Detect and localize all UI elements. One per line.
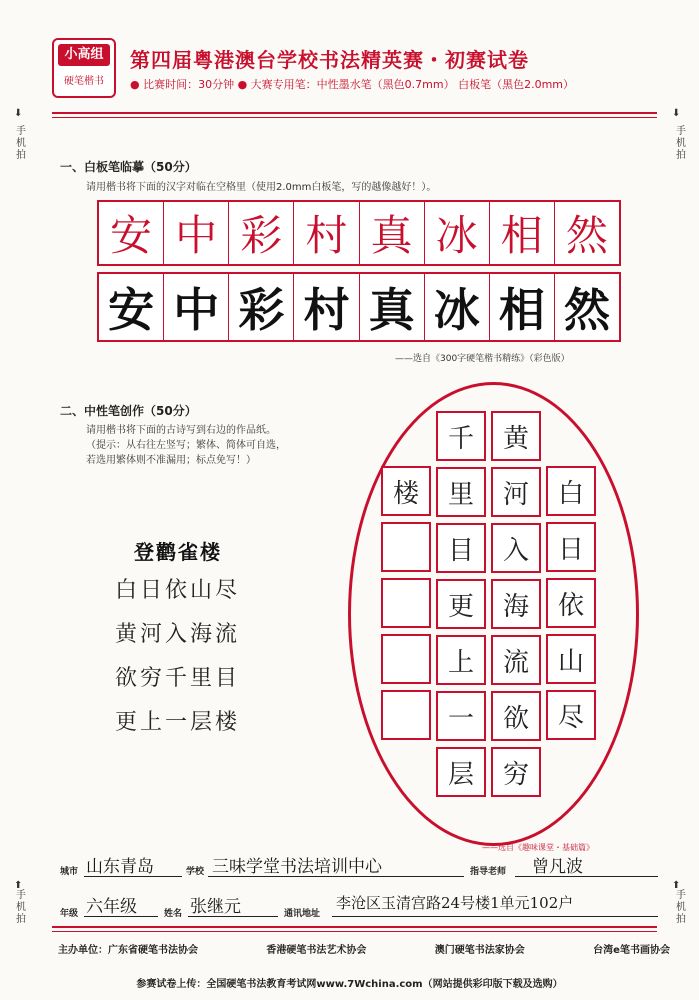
teacher-label: 指导老师 xyxy=(470,867,507,877)
badge-style-label: 硬笔楷书 xyxy=(64,76,104,87)
phone-shoot-mark: 手机拍 xyxy=(676,126,686,161)
work-grid-cell: 依 xyxy=(546,578,596,628)
work-grid-cell: 目 xyxy=(436,523,486,573)
poem-line: 黄河入海流 xyxy=(115,622,241,647)
organizer-list xyxy=(58,941,670,956)
grid-cell xyxy=(164,202,229,264)
section2-instruction-line: （提示：从右往左竖写；繁体、简体可自选， xyxy=(86,440,286,451)
arrow-left-icon: ⬆ xyxy=(14,880,23,891)
model-char: 冰 xyxy=(435,211,478,260)
work-grid-cell xyxy=(381,690,431,740)
address-label: 通讯地址 xyxy=(284,909,321,919)
work-grid-cell: 流 xyxy=(491,635,541,685)
grid-cell xyxy=(425,274,490,340)
work-grid-cell xyxy=(381,522,431,572)
work-grid-cell: 欲 xyxy=(491,691,541,741)
phone-shoot-mark: 手机拍 xyxy=(16,126,26,161)
work-grid-cell: 日 xyxy=(546,522,596,572)
work-grid-cell: 尽 xyxy=(546,690,596,740)
footer-divider-thin xyxy=(52,931,657,932)
grid-cell xyxy=(555,202,619,264)
model-char: 彩 xyxy=(240,211,283,260)
grid-cell xyxy=(294,274,359,340)
grid-cell xyxy=(490,202,555,264)
work-grid-cell: 楼 xyxy=(381,466,431,516)
school-value: 三味学堂书法培训中心 xyxy=(212,857,382,877)
poem-line: 欲穷千里目 xyxy=(115,666,241,691)
city-label: 城市 xyxy=(60,867,79,877)
work-grid-cell: 一 xyxy=(436,691,486,741)
section1-instruction: 请用楷书将下面的汉字对临在空格里（使用2.0mm白板笔，写的越像越好！）。 xyxy=(86,182,437,193)
grade-underline xyxy=(84,916,158,917)
organizer-item: 澳门硬笔书法家协会 xyxy=(434,945,525,956)
address-underline xyxy=(332,916,658,917)
name-label: 姓名 xyxy=(164,909,183,919)
footer-note: 参赛试卷上传：全国硬笔书法教育考试网www.7Wchina.com（网站提供彩印版下载及选购） xyxy=(136,979,563,990)
work-grid-cell: 山 xyxy=(546,634,596,684)
badge-group-label: 小高组 xyxy=(58,44,110,66)
phone-shoot-mark: 手机拍 xyxy=(16,890,26,925)
work-grid-cell: 穷 xyxy=(491,747,541,797)
page-subtitle: ● 比赛时间：30分钟 ● 大赛专用笔：中性墨水笔（黑色0.7mm） 白板笔（黑色2.0mm） xyxy=(130,78,575,91)
poem-line: 白日依山尽 xyxy=(115,578,241,603)
teacher-underline xyxy=(515,876,658,877)
grid-cell xyxy=(360,274,425,340)
grade-label: 年级 xyxy=(60,909,79,919)
work-grid-cell: 层 xyxy=(436,747,486,797)
poem-title: 登鹳雀楼 xyxy=(134,540,222,564)
grid-cell xyxy=(229,202,294,264)
model-char: 相 xyxy=(500,211,543,260)
written-char: 中 xyxy=(173,283,220,337)
written-char: 相 xyxy=(498,283,545,337)
grid-cell xyxy=(555,274,619,340)
work-grid-cell: 入 xyxy=(491,523,541,573)
written-char: 彩 xyxy=(238,283,285,337)
grid-cell xyxy=(425,202,490,264)
page-title: 第四届粤港澳台学校书法精英赛・初赛试卷 xyxy=(130,48,529,72)
grade-value: 六年级 xyxy=(86,897,137,917)
organizer-item: 主办单位：广东省硬笔书法协会 xyxy=(58,945,198,956)
header-divider-thin xyxy=(52,117,657,118)
written-char: 然 xyxy=(563,283,610,337)
work-grid-cell: 白 xyxy=(546,466,596,516)
city-value: 山东青岛 xyxy=(86,857,154,877)
section2-title: 二、中性笔创作（50分） xyxy=(60,404,197,418)
city-underline xyxy=(84,876,182,877)
work-grid-cell: 千 xyxy=(436,411,486,461)
model-char: 中 xyxy=(175,211,218,260)
section1-title: 一、白板笔临摹（50分） xyxy=(60,160,197,174)
section2-instruction-line: 若选用繁体则不准漏用；标点免写！） xyxy=(86,455,256,466)
work-grid-cell: 里 xyxy=(436,467,486,517)
model-char: 村 xyxy=(305,211,348,260)
footer-divider xyxy=(52,926,657,928)
organizer-item: 香港硬笔书法艺术协会 xyxy=(266,945,367,956)
grid-cell xyxy=(229,274,294,340)
section1-source: ——选自《300字硬笔楷书精练》（彩色版） xyxy=(395,354,570,364)
group-badge xyxy=(52,38,116,98)
grid-cell xyxy=(164,274,229,340)
model-char: 真 xyxy=(370,211,413,260)
work-grid-cell xyxy=(381,578,431,628)
poem-line: 更上一层楼 xyxy=(115,710,241,735)
grid-cell xyxy=(99,202,164,264)
school-label: 学校 xyxy=(186,867,205,877)
section2-instruction-line: 请用楷书将下面的古诗写到右边的作品纸。 xyxy=(86,425,276,436)
phone-shoot-mark: 手机拍 xyxy=(676,890,686,925)
written-char: 冰 xyxy=(433,283,480,337)
organizer-item: 台湾e笔书画协会 xyxy=(593,945,670,956)
name-value: 张继元 xyxy=(190,897,241,917)
grid-cell xyxy=(360,202,425,264)
model-char: 安 xyxy=(110,211,153,260)
written-char: 真 xyxy=(368,283,415,337)
school-underline xyxy=(208,876,464,877)
written-char: 村 xyxy=(303,283,350,337)
model-char: 然 xyxy=(565,211,608,260)
grid-cell xyxy=(490,274,555,340)
arrow-right-icon: ⬇ xyxy=(672,108,681,119)
work-grid-cell: 海 xyxy=(491,579,541,629)
written-char: 安 xyxy=(108,283,155,337)
work-grid-cell: 黄 xyxy=(491,411,541,461)
section2-source: ——选自《趣味课堂・基础篇》 xyxy=(482,843,594,852)
arrow-left-icon: ⬇ xyxy=(14,108,23,119)
work-grid-cell xyxy=(381,634,431,684)
work-grid-cell: 河 xyxy=(491,467,541,517)
work-grid-cell: 上 xyxy=(436,635,486,685)
teacher-value: 曾凡波 xyxy=(532,857,583,877)
copy-character-grid xyxy=(97,272,621,342)
arrow-right-icon: ⬆ xyxy=(672,880,681,891)
header-divider xyxy=(52,112,657,114)
model-character-grid xyxy=(97,200,621,266)
grid-cell xyxy=(99,274,164,340)
grid-cell xyxy=(294,202,359,264)
address-value: 李沧区玉清宫路24号楼1单元102户 xyxy=(336,894,574,912)
name-underline xyxy=(188,916,278,917)
work-grid-cell: 更 xyxy=(436,579,486,629)
